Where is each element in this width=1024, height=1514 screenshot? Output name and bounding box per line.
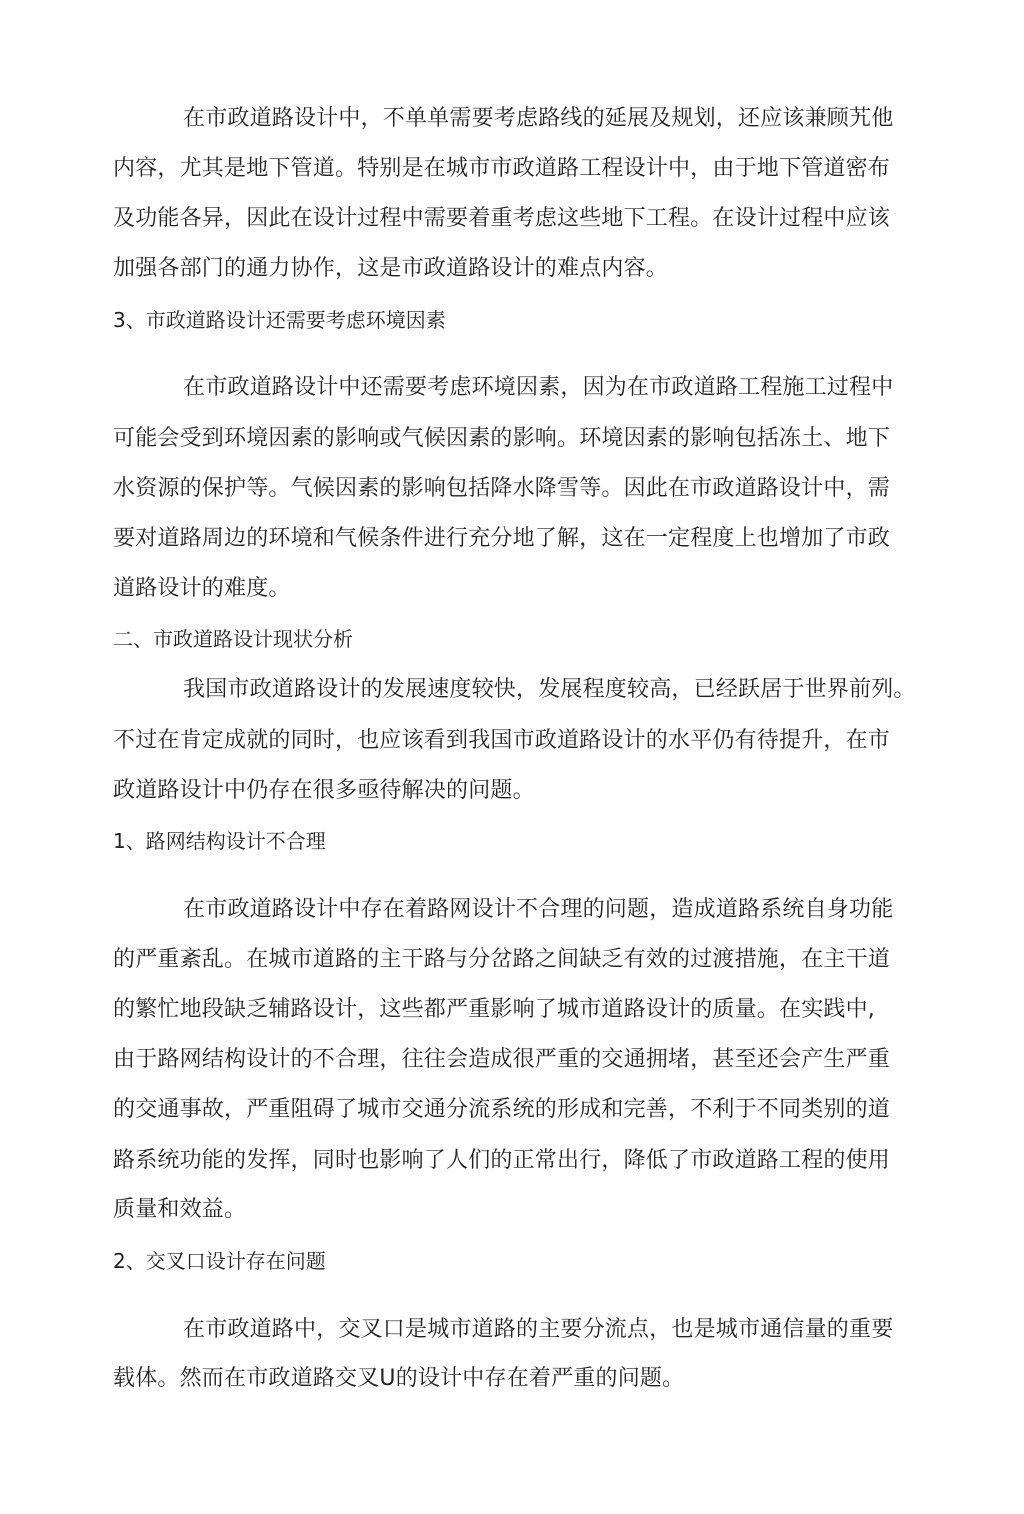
section-heading: 二、市政道路设计现状分析 <box>113 627 353 651</box>
paragraph-line: 不过在肯定成就的同时，也应该看到我国市政道路设计的水平仍有待提升，在市 <box>113 728 891 753</box>
paragraph-line: 加强各部门的通力协作，这是市政道路设计的难点内容。 <box>113 256 669 281</box>
paragraph-line: 路系统功能的发挥，同时也影响了人们的正常出行，降低了市政道路工程的使用 <box>113 1148 891 1173</box>
paragraph-line: 道路设计的难度。 <box>113 576 291 601</box>
paragraph-line: 政道路设计中仍存在很多亟待解决的问题。 <box>113 778 535 803</box>
paragraph-line: 由于路网结构设计的不合理，往往会造成很严重的交通拥堵，甚至还会产生严重 <box>113 1047 891 1072</box>
paragraph-line: 的交通事故，严重阻碍了城市交通分流系统的形成和完善，不利于不同类别的道 <box>113 1097 891 1122</box>
section-heading: 1、路网结构设计不合理 <box>113 829 326 853</box>
paragraph-line: 的繁忙地段缺乏辅路设计，这些都严重影响了城市道路设计的质量。在实践中, <box>113 997 875 1022</box>
paragraph-line: 在市政道路设计中，不单单需要考虑路线的延展及规划，还应该兼顾艽他 <box>183 106 894 131</box>
paragraph-line: 在市政道路设计中还需要考虑环境因素，因为在市政道路工程施工过程中 <box>183 375 894 400</box>
paragraph-line: 及功能各异，因此在设计过程中需要着重考虑这些地下工程。在设计过程中应该 <box>113 206 891 231</box>
paragraph-line: 在市政道路设计中存在着路网设计不合理的问题，造成道路系统自身功能 <box>183 897 894 922</box>
section-heading: 3、市政道路设计还需要考虑环境因素 <box>113 308 446 332</box>
paragraph-line: 质量和效益。 <box>113 1197 247 1222</box>
paragraph-line: 要对道路周边的环境和气候条件进行充分地了解，这在一定程度上也增加了市政 <box>113 526 891 551</box>
paragraph-line: 水资源的保护等。气候因素的影响包括降水降雪等。因此在市政道路设计中，需 <box>113 476 891 501</box>
section-heading: 2、交叉口设计存在问题 <box>113 1249 326 1273</box>
paragraph-line: 可能会受到环境因素的影响或气候因素的影响。环境因素的影响包括冻土、地下 <box>113 426 891 451</box>
paragraph-line: 我国市政道路设计的发展速度较快，发展程度较高，已经跃居于世界前列。 <box>183 677 916 702</box>
paragraph-line: 载体。然而在市政道路交叉U的设计中存在着严重的问题。 <box>113 1366 685 1391</box>
paragraph-line: 在市政道路中，交叉口是城市道路的主要分流点，也是城市通信量的重要 <box>183 1317 894 1342</box>
paragraph-line: 的严重紊乱。在城市道路的主干路与分岔路之间缺乏有效的过渡措施，在主干道 <box>113 947 891 972</box>
paragraph-line: 内容，尤其是地下管道。特别是在城市市政道路工程设计中，由于地下管道密布 <box>113 156 891 181</box>
